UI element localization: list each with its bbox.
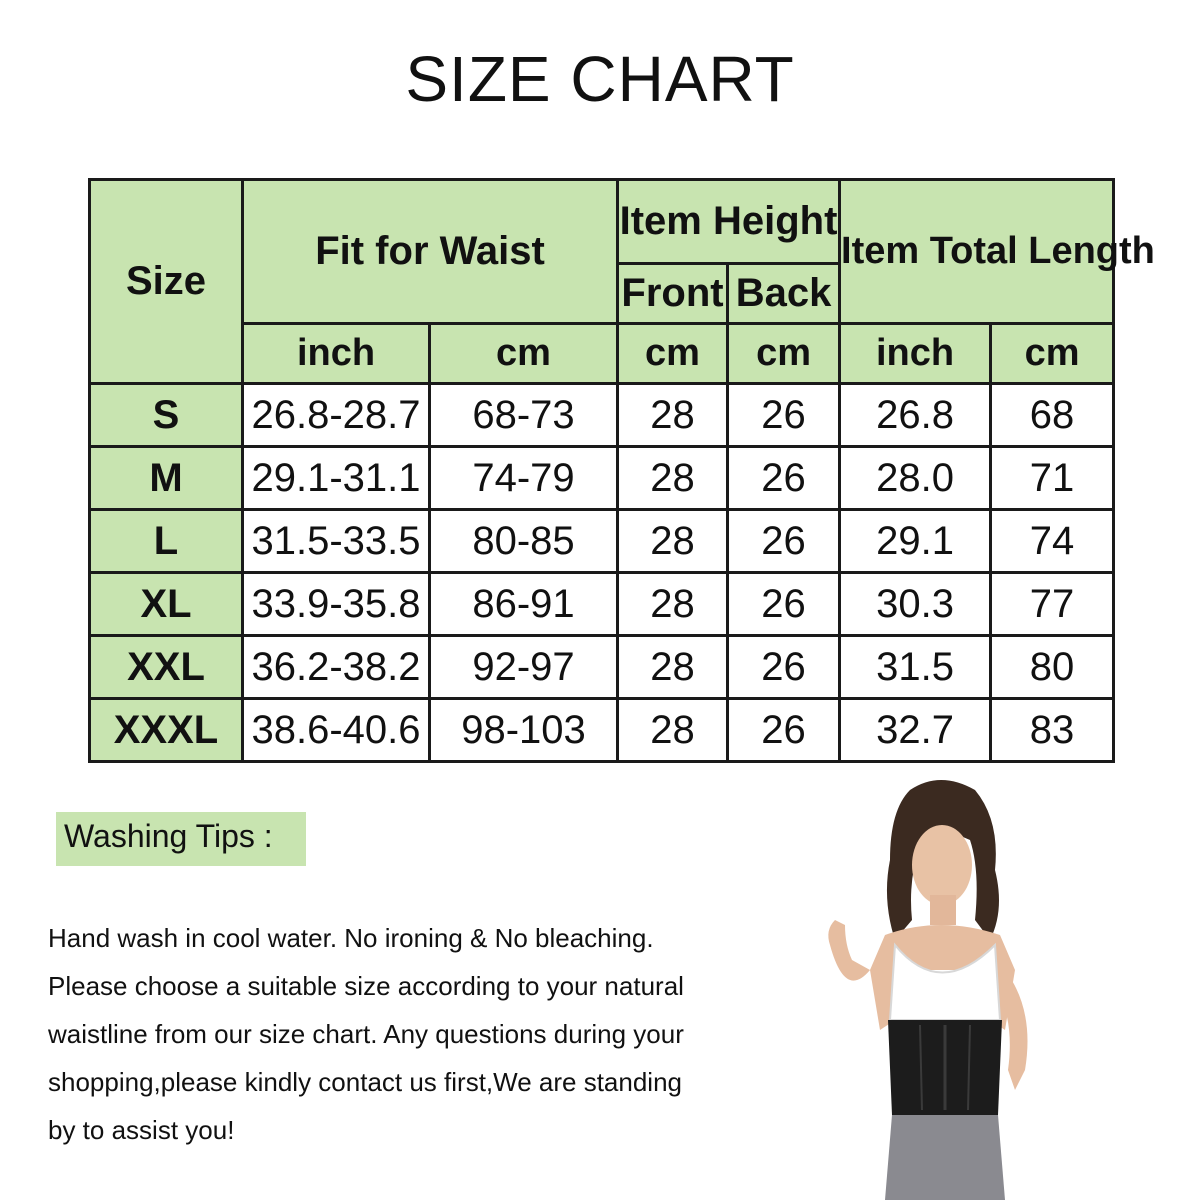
size-cell: S [90, 384, 243, 447]
table-cell: 29.1 [840, 510, 991, 573]
washing-tips-text [48, 914, 748, 1154]
table-cell: 77 [991, 573, 1114, 636]
table-cell: 68 [991, 384, 1114, 447]
table-cell: 80 [991, 636, 1114, 699]
size-cell: XXXL [90, 699, 243, 762]
table-cell: 28 [618, 510, 728, 573]
table-cell: 71 [991, 447, 1114, 510]
table-row [90, 699, 1114, 762]
size-chart-table [88, 178, 1155, 763]
table-cell: 86-91 [430, 573, 618, 636]
size-cell: L [90, 510, 243, 573]
tips-line: shopping,please kindly contact us first,We are standing [48, 1067, 682, 1097]
table-row [90, 573, 1114, 636]
table-cell: 28 [618, 636, 728, 699]
header-back: Back [728, 264, 840, 324]
size-cell: M [90, 447, 243, 510]
table-cell: 26.8 [840, 384, 991, 447]
unit-front-cm: cm [618, 324, 728, 384]
header-item-total-length: Item Total Length [840, 180, 1114, 324]
tips-line: by to assist you! [48, 1115, 235, 1145]
table-cell: 36.2-38.2 [243, 636, 430, 699]
unit-waist-inch: inch [243, 324, 430, 384]
size-cell: XXL [90, 636, 243, 699]
table-cell: 74 [991, 510, 1114, 573]
table-cell: 28 [618, 384, 728, 447]
header-fit-for-waist: Fit for Waist [243, 180, 618, 324]
unit-waist-cm: cm [430, 324, 618, 384]
table-cell: 98-103 [430, 699, 618, 762]
table-cell: 80-85 [430, 510, 618, 573]
unit-length-cm: cm [991, 324, 1114, 384]
table-cell: 38.6-40.6 [243, 699, 430, 762]
table-cell: 92-97 [430, 636, 618, 699]
table-cell: 28 [618, 573, 728, 636]
table-cell: 68-73 [430, 384, 618, 447]
tips-line: waistline from our size chart. Any questions during your [48, 1019, 684, 1049]
table-row [90, 384, 1114, 447]
table-cell: 28 [618, 699, 728, 762]
table-cell: 26 [728, 510, 840, 573]
table-cell: 31.5 [840, 636, 991, 699]
unit-length-inch: inch [840, 324, 991, 384]
tips-line: Please choose a suitable size according to your natural [48, 971, 684, 1001]
table-cell: 83 [991, 699, 1114, 762]
header-size: Size [90, 180, 243, 384]
table-cell: 30.3 [840, 573, 991, 636]
table-cell: 26 [728, 573, 840, 636]
table-cell: 28 [618, 447, 728, 510]
table-cell: 26 [728, 699, 840, 762]
table-cell: 28.0 [840, 447, 991, 510]
table-row [90, 447, 1114, 510]
model-photo [790, 770, 1080, 1200]
table-cell: 26 [728, 447, 840, 510]
table-cell: 33.9-35.8 [243, 573, 430, 636]
tips-line: Hand wash in cool water. No ironing & No bleaching. [48, 923, 654, 953]
size-cell: XL [90, 573, 243, 636]
table-cell: 26 [728, 384, 840, 447]
table-cell: 29.1-31.1 [243, 447, 430, 510]
table-cell: 32.7 [840, 699, 991, 762]
header-front: Front [618, 264, 728, 324]
table-cell: 26 [728, 636, 840, 699]
table-row [90, 510, 1114, 573]
table-cell: 31.5-33.5 [243, 510, 430, 573]
washing-tips-heading: Washing Tips : [64, 818, 273, 854]
table-cell: 26.8-28.7 [243, 384, 430, 447]
table-row [90, 636, 1114, 699]
page-title: SIZE CHART [405, 43, 795, 115]
table-cell: 74-79 [430, 447, 618, 510]
header-item-height: Item Height [618, 180, 840, 264]
unit-back-cm: cm [728, 324, 840, 384]
